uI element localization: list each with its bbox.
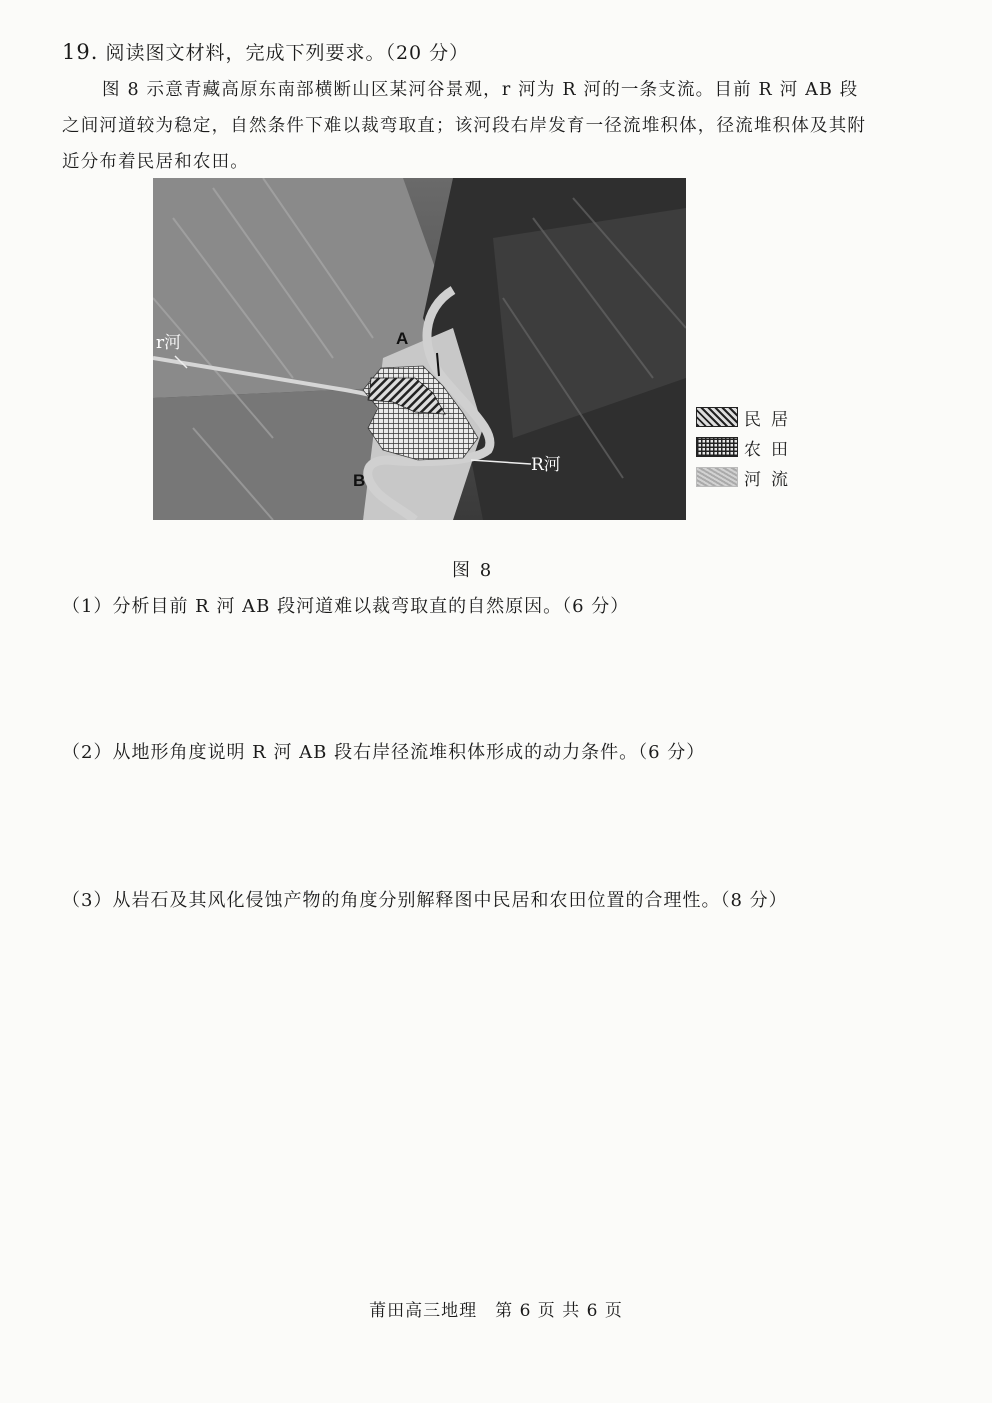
legend-label: 民居 bbox=[744, 409, 798, 430]
point-a-label: A bbox=[396, 329, 409, 348]
figure-legend bbox=[696, 402, 798, 492]
page-footer: 莆田高三地理 第 6 页 共 6 页 bbox=[369, 1301, 623, 1321]
valley-photo bbox=[153, 178, 686, 520]
subquestion-1: （1）分析目前 R 河 AB 段河道难以裁弯取直的自然原因。（6 分） bbox=[62, 596, 630, 617]
material-paragraph: 图 8 示意青藏高原东南部横断山区某河谷景观，r 河为 R 河的一条支流。目前 R 河 AB 段之间河道较为稳定，自然条件下难以裁弯取直；该河段右岸发育一径流堆积体，径流堆积体及其附近分布着民居和农田。 bbox=[62, 80, 867, 172]
figure-caption: 图 8 bbox=[452, 560, 494, 581]
legend-item-river bbox=[696, 462, 798, 492]
question-heading: 阅读图文材料，完成下列要求。（20 分） bbox=[105, 42, 470, 64]
subquestion-3: （3）从岩石及其风化侵蚀产物的角度分别解释图中民居和农田位置的合理性。（8 分） bbox=[62, 890, 788, 911]
river-swatch bbox=[696, 467, 738, 487]
question-number: 19. bbox=[62, 40, 99, 64]
point-b-label: B bbox=[353, 471, 366, 490]
legend-label: 农田 bbox=[744, 439, 798, 460]
legend-label: 河流 bbox=[744, 469, 798, 490]
legend-item-house bbox=[696, 402, 798, 432]
legend-item-farm bbox=[696, 432, 798, 462]
main-river-r-label: R河 bbox=[531, 455, 561, 475]
house-swatch bbox=[696, 407, 738, 427]
subquestion-2: （2）从地形角度说明 R 河 AB 段右岸径流堆积体形成的动力条件。（6 分） bbox=[62, 742, 706, 763]
farm-swatch bbox=[696, 437, 738, 457]
valley-figure bbox=[153, 178, 686, 520]
tributary-r-label: r河 bbox=[156, 333, 182, 353]
question-title bbox=[62, 38, 469, 65]
